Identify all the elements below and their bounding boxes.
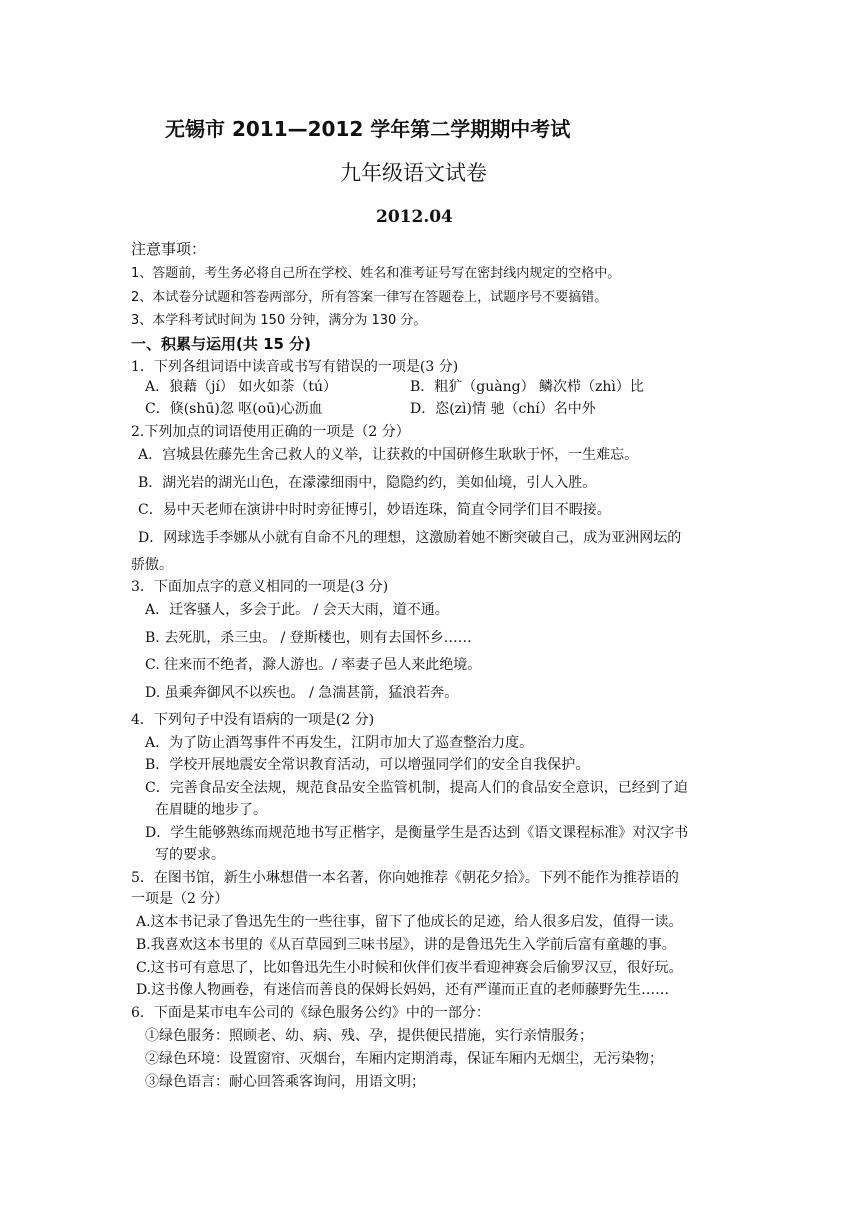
exam-date: 2012.04: [376, 207, 453, 227]
section-title: 一、积累与运用(共 15 分): [131, 335, 312, 353]
question-4-option-a: A．为了防止酒驾事件不再发生，江阴市加大了巡查整治力度。: [145, 735, 534, 751]
question-4-option-d: D．学生能够熟练而规范地书写正楷字，是衡量学生是否达到《语文课程标准》对汉字书: [145, 825, 689, 841]
question-2-option-a: A．宫城县佐藤先生舍己救人的义举，让获救的中国研修生耿耿于怀，一生难忘。: [138, 447, 639, 463]
question-2-option-d: D．网球选手李娜从小就有自命不凡的理想，这激励着她不断突破自己，成为亚洲网坛的: [138, 530, 682, 546]
question-5-option-c: C.这书可有意思了，比如鲁迅先生小时候和伙伴们夜半看迎神赛会后偷罗汉豆，很好玩。: [136, 960, 683, 976]
question-2-option-c: C．易中天老师在演讲中时时旁征博引，妙语连珠，简直令同学们目不暇接。: [138, 502, 611, 518]
question-1-option-a: A．狼藉（jí） 如火如荼（tú）: [145, 379, 338, 395]
question-4-option-b: B．学校开展地震安全常识教育活动，可以增强同学们的安全自我保护。: [145, 757, 590, 773]
question-6-item: ②绿色环境：设置窗帘、灭烟台，车厢内定期消毒，保证车厢内无烟尘，无污染物；: [145, 1051, 663, 1067]
question-1-option-d: D．恣(zì)情 驰（chí）名中外: [410, 401, 596, 417]
question-4-option-c-cont: 在眉睫的地步了。: [155, 802, 267, 818]
question-1-option-b: B．粗犷（guàng） 鳞次栉（zhì）比: [410, 379, 644, 395]
question-3-option-c: C. 往来而不绝者，滁人游也。/ 率妻子邑人来此绝境。: [145, 657, 482, 673]
question-4-option-c: C．完善食品安全法规，规范食品安全监管机制，提高人们的食品安全意识，已经到了迫: [145, 780, 688, 796]
exam-title: 无锡市 2011—2012 学年第二学期期中考试: [165, 117, 571, 141]
question-3-option-b: B. 去死肌，杀三虫。 / 登斯楼也，则有去国怀乡……: [145, 630, 472, 646]
question-5-option-d: D.这书像人物画卷，有迷信而善良的保姆长妈妈，还有严谨而正直的老师藤野先生……: [136, 982, 670, 998]
question-1-stem: 1．下列各组词语中读音或书写有错误的一项是(3 分): [131, 359, 459, 375]
question-2-option-b: B．湖光岩的湖光山色，在濛濛细雨中，隐隐约约，美如仙境，引人入胜。: [138, 475, 597, 491]
question-1-option-c: C．倏(shū)忽 呕(oū)心沥血: [145, 401, 323, 417]
question-3-stem: 3．下面加点字的意义相同的一项是(3 分): [131, 579, 389, 595]
question-2-stem: 2.下列加点的词语使用正确的一项是（2 分）: [131, 424, 410, 440]
exam-subtitle: 九年级语文试卷: [340, 161, 487, 185]
question-6-item: ①绿色服务：照顾老、幼、病、残、孕，提供便民措施，实行亲情服务；: [145, 1028, 593, 1044]
question-6-item: ③绿色语言：耐心回答乘客询问，用语文明；: [145, 1074, 425, 1090]
question-6-stem: 6．下面是某市电车公司的《绿色服务公约》中的一部分：: [131, 1005, 490, 1021]
notice-heading: 注意事项：: [131, 240, 207, 258]
question-5-option-b: B.我喜欢这本书里的《从百草园到三味书屋》，讲的是鲁迅先生入学前后富有童趣的事。: [136, 937, 676, 953]
question-3-option-d: D. 虽乘奔御风不以疾也。 / 急湍甚箭，猛浪若奔。: [145, 685, 459, 701]
question-4-stem: 4．下列句子中没有语病的一项是(2 分): [131, 712, 375, 728]
notice-item: 2、本试卷分试题和答卷两部分，所有答案一律写在答题卷上，试题序号不要搞错。: [131, 290, 608, 305]
question-3-option-a: A．迁客骚人，多会于此。 / 会天大雨，道不通。: [145, 602, 449, 618]
notice-item: 1、答题前，考生务必将自己所在学校、姓名和准考证号写在密封线内规定的空格中。: [131, 266, 621, 281]
question-5-stem-cont: 一项是（2 分）: [131, 891, 229, 907]
question-4-option-d-cont: 写的要求。: [155, 847, 225, 863]
question-2-option-d-cont: 骄傲。: [131, 557, 173, 573]
notice-item: 3、本学科考试时间为 150 分钟，满分为 130 分。: [131, 313, 427, 328]
question-5-stem: 5．在图书馆，新生小琳想借一本名著，你向她推荐《朝花夕拾》。下列不能作为推荐语的: [131, 870, 679, 886]
question-5-option-a: A.这本书记录了鲁迅先生的一些往事，留下了他成长的足迹，给人很多启发，值得一读。: [136, 914, 683, 930]
